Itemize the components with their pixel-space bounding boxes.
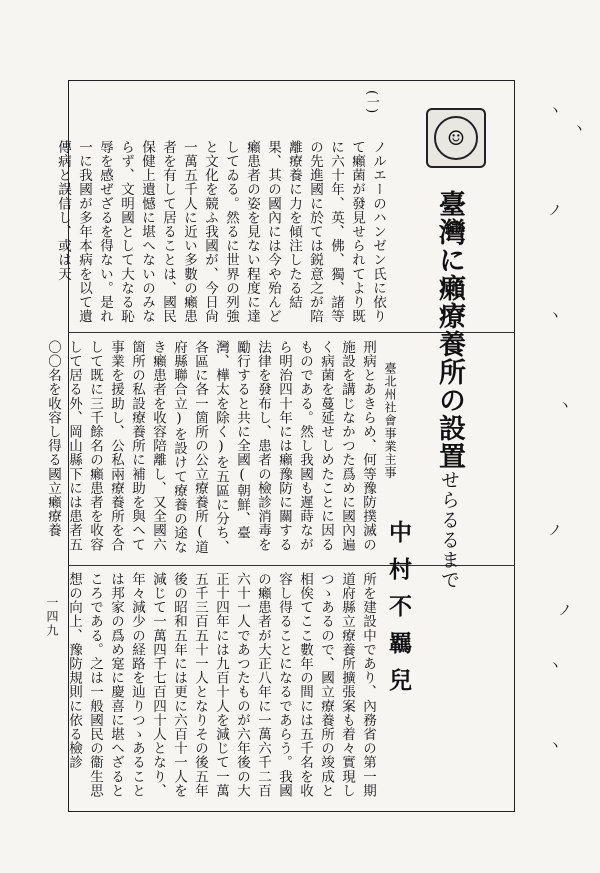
- text-column-top: ノルエーのハンゼン氏に依りて癩菌が發見せられてより既に六十年、英、佛、獨、諸等の先進國に於ては鋭意之が陪離療養に力を傾注したる結果、其の國內には今や殆んど癩患者の姿を見ない程度に達してゐる。然るに世界の列強と文化を競ふ我國が、今日尙一萬五千人に近い多數の癩患者を有して居ることは、國民保健上遺憾に堪へないのみならず、文明國として大なる恥辱を感ぜざるを得ない。是れ一に我國が多年本病を以て遺傳病と誤信し、或は天: [55, 140, 386, 324]
- margin-annotations: [548, 0, 598, 873]
- title-main: 臺灣に癩療養所の設置: [434, 190, 465, 470]
- margin-mark: ヽ: [548, 103, 562, 119]
- page-number: 一四九: [45, 596, 59, 638]
- emblem-figure-icon: ☺: [434, 116, 478, 160]
- article-title: [430, 190, 469, 590]
- margin-mark: ノ: [558, 603, 572, 619]
- author-name: 中村不羈兒: [385, 520, 412, 705]
- text-column-bottom: 所を建設中であり、內務省の第一期道府縣立療養所擴張案も着々實現しつゝあるので、國立療養所の竣成と相俟てここ數年の間には五千名を收容し得ることになるであらう。我國の癩患者が大正八年に一萬六千二百六十一人であつたものが六年後の大正十四年には九百十人を減じて一萬五千三百五十一人となりその後五年後の昭和五年には更に六百十一人を減じて一萬四千七百四十人となり、年々減少の経路を辿りつゝあることは邦家の爲め寔に慶喜に堪へざるところである。之は一般國民の衞生思想の向上、豫防規則に依る檢診: [66, 572, 376, 798]
- margin-mark: ノ: [548, 203, 562, 219]
- author-affiliation: 臺北州社會事業主事: [383, 362, 397, 479]
- margin-mark: ヽ: [548, 308, 562, 324]
- margin-mark: ヽ: [572, 121, 586, 137]
- text-column-middle: 刑病とあきらめ、何等豫防撲滅の施設を講じなかつた爲めに國內遍く病菌を蔓延せしめたことに因るものである。然し我國も遲蒔ながら明治四十年には癩豫防に關する法律を發布し、患者の檢診消毒を勵行すると共に全國(朝鮮、臺灣、樺太を除く)を五區に分ち、各區に各一箇所の公立療養所(道府縣聯合立)を設けて療養の途なき癩患者を收容陪離し、又全國六箇所の私設療養所に補助を與へて事業を援助し、公私兩療養所を合して既に三千餘名の癩患者を收容して居る外、岡山縣下には患者五〇〇名を收容し得る國立癩療養: [45, 340, 376, 554]
- margin-mark: ヽ: [548, 738, 562, 754]
- section-number: (一): [364, 90, 379, 114]
- title-rest: せらるるまで: [438, 470, 460, 590]
- margin-mark: ヽ: [548, 658, 562, 674]
- margin-mark: ノ: [548, 523, 562, 539]
- margin-mark: ヽ: [558, 398, 572, 414]
- header-emblem-icon: [426, 108, 486, 168]
